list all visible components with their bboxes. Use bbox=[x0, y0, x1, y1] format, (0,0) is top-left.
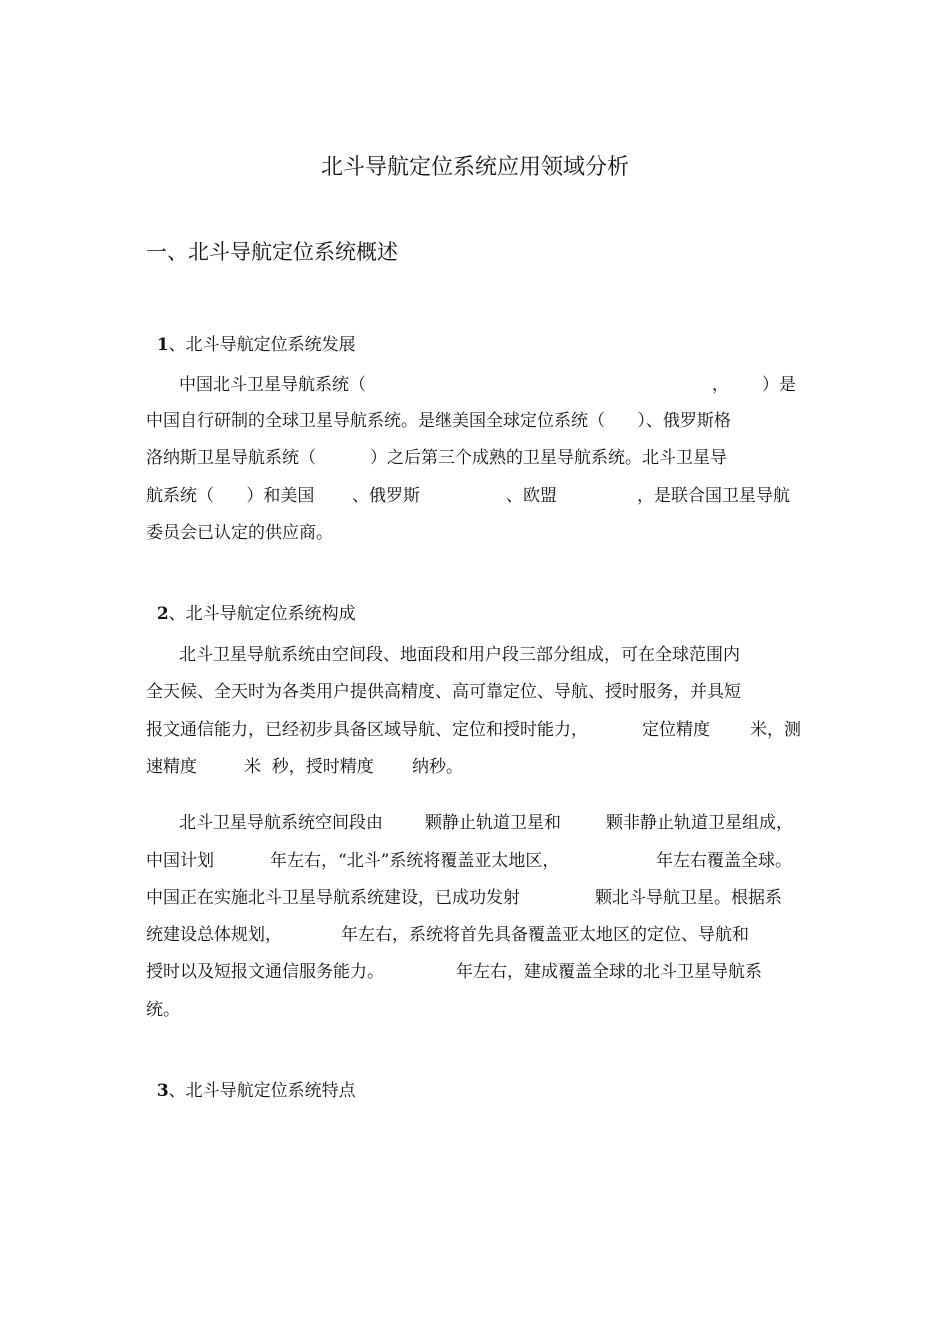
paragraph-line: 统建设总体规划， bbox=[146, 925, 282, 945]
paragraph-fragment: 颗非静止轨道卫星组成， bbox=[606, 813, 793, 833]
paragraph-line: 中国自行研制的全球卫星导航系统。是继美国全球定位系统（ ）、俄罗斯格 bbox=[146, 411, 731, 431]
paragraph-fragment: ，是联合国卫星导航 bbox=[637, 486, 790, 506]
subsection-number: 1 bbox=[156, 335, 169, 355]
section-heading-overview: 一、北斗导航定位系统概述 bbox=[146, 240, 398, 264]
paragraph-line: 北斗卫星导航系统空间段由 bbox=[179, 813, 383, 833]
paragraph-fragment: 纳秒。 bbox=[412, 757, 463, 777]
paragraph-line: 报文通信能力，已经初步具备区域导航、定位和授时能力， bbox=[146, 720, 588, 740]
paragraph-fragment: 年左右，“北斗”系统将覆盖亚太地区， bbox=[270, 851, 560, 871]
paragraph-line: 统。 bbox=[146, 1000, 180, 1020]
subsection-heading-composition bbox=[146, 579, 356, 624]
paragraph-fragment: 、欧盟 bbox=[506, 486, 557, 506]
paragraph-line: 中国正在实施北斗卫星导航系统建设，已成功发射 bbox=[146, 888, 520, 908]
paragraph-fragment: 颗北斗导航卫星。根据系 bbox=[595, 888, 782, 908]
document-title: 北斗导航定位系统应用领域分析 bbox=[320, 155, 629, 180]
paragraph-line: 北斗卫星导航系统由空间段、地面段和用户段三部分组成，可在全球范围内 bbox=[179, 645, 740, 665]
subsection-heading-development bbox=[146, 310, 356, 355]
paragraph-fragment: 颗静止轨道卫星和 bbox=[425, 813, 561, 833]
subsection-heading-text: 、北斗导航定位系统发展 bbox=[168, 335, 356, 355]
paragraph-line: 中国北斗卫星导航系统（ bbox=[179, 375, 366, 395]
paragraph-fragment: 年左右，建成覆盖全球的北斗卫星导航系 bbox=[456, 962, 762, 982]
paragraph-fragment: 年左右，系统将首先具备覆盖亚太地区的定位、导航和 bbox=[341, 925, 749, 945]
subsection-heading-text: 、北斗导航定位系统构成 bbox=[168, 604, 356, 624]
paragraph-line: 航系统（ ）和美国 bbox=[146, 486, 315, 506]
paragraph-fragment: ， bbox=[712, 375, 729, 395]
paragraph-line: 授时以及短报文通信服务能力。 bbox=[146, 962, 384, 982]
paragraph-line: 全天候、全天时为各类用户提供高精度、高可靠定位、导航、授时服务，并具短 bbox=[146, 682, 741, 702]
paragraph-fragment: 年左右覆盖全球。 bbox=[656, 851, 792, 871]
paragraph-line: 中国计划 bbox=[146, 851, 214, 871]
subsection-heading-features bbox=[146, 1056, 356, 1101]
subsection-number: 3 bbox=[156, 1081, 169, 1101]
paragraph-fragment: 定位精度 bbox=[642, 720, 710, 740]
subsection-heading-text: 、北斗导航定位系统特点 bbox=[168, 1081, 356, 1101]
paragraph-fragment: 、俄罗斯 bbox=[352, 486, 420, 506]
paragraph-fragment: 米，测 bbox=[750, 720, 801, 740]
paragraph-line: 速精度 bbox=[146, 757, 197, 777]
paragraph-fragment: 米 秒，授时精度 bbox=[244, 757, 374, 777]
subsection-number: 2 bbox=[156, 604, 169, 624]
paragraph-fragment: ）是 bbox=[762, 375, 796, 395]
paragraph-line: 委员会已认定的供应商。 bbox=[146, 523, 333, 543]
paragraph-line: 洛纳斯卫星导航系统（ ）之后第三个成熟的卫星导航系统。北斗卫星导 bbox=[146, 448, 728, 468]
